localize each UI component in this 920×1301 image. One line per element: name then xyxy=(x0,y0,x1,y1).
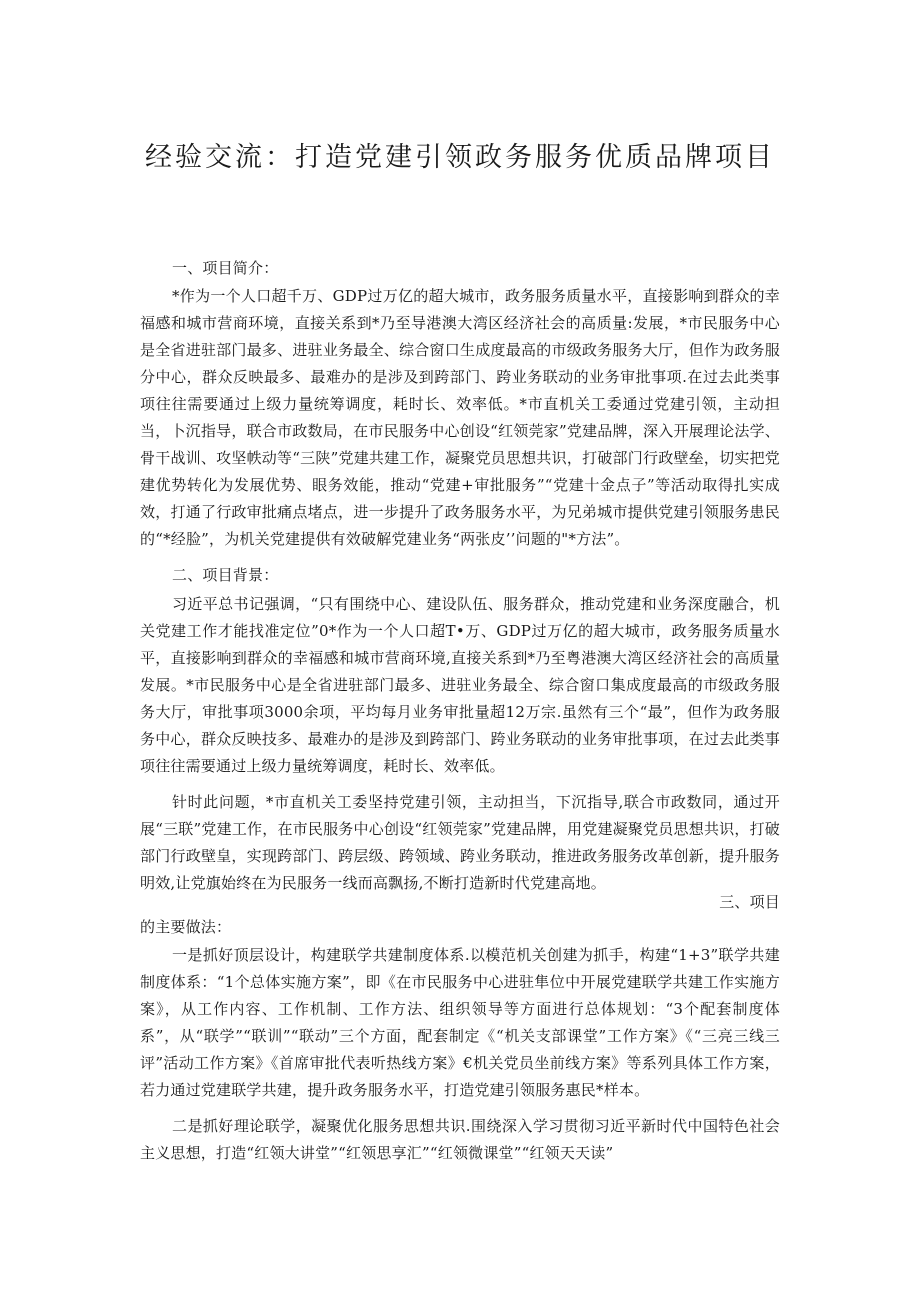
document-title: 经验交流：打造党建引领政务服务优质品牌项目 xyxy=(145,142,775,173)
section3-paragraph-1: 一是抓好顶层设计，构建联学共建制度体系.以模范机关创建为抓手，构建“1+3”联学共建制度体系：“1个总体实施方案”，即《在市民服务中心进驻隼位中开展党建联学共建工作实施方案》，从工作内容、工作机制、工作方法、组织领导等方面进行总体规划：“3个配套制度体系”，从“联学”“联训”“联动”三个方面，配套制定《“机关支部课堂”工作方案》《“三亮三线三评”活动工作方案》《首席审批代表听热线方案》€机关党员坐前线方案》等系列具体工作方案，若力通过党建联学共建，提升政务服务水平，打造党建引领服务惠民*样本。 xyxy=(140,946,780,1099)
section2-heading: 二、项目背景： xyxy=(172,566,279,584)
section3-heading-part-a: 三、项目 xyxy=(719,893,780,911)
section3-paragraph-2: 二是抓好理论联学，凝聚优化服务思想共识.围绕深入学习贯彻习近平新时代中国特色社会主义思想，打造“红领大讲堂”“红领思享汇”“红领微课堂”“红领天天读” xyxy=(140,1117,780,1162)
section1-heading: 一、项目简介： xyxy=(172,259,279,277)
section2-paragraph-1: 习近平总书记强调，“只有围绕中心、建设队伍、服务群众，推动党建和业务深度融合，机关党建工作才能找准定位”0*作为一个人口超T•万、GDP过万亿的超大城市，政务服务质量水平，直接影响到群众的幸福感和城市营商环境,直接关系到*乃至粤港澳大湾区经济社会的高质量发展。*市民服务中心是全省进驻部门最多、进驻业务最全、综合窗口集成度最高的市级政务服务大厅，审批事项3000余项，平均每月业务审批量超12万宗.虽然有三个“最”，但作为政务服务中心，群众反映技多、最难办的是涉及到跨部门、跨业务联动的业务审批事项，在过去此类事项往往需要通过上级力量统筹调度，耗时长、效率低。 xyxy=(140,595,780,775)
section1-paragraph-1: *作为一个人口超千万、GDP过万亿的超大城市，政务服务质量水平，直接影响到群众的幸福感和城市营商环境，直接关系到*乃至导港澳大湾区经济社会的高质量:发展，*市民服务中心是全省进驻部门最多、进驻业务最全、综合窗口生成度最高的市级政务服务大厅，但作为政务服分中心，群众反映最多、最难办的是涉及到跨部门、跨业务联动的业务审批事项.在过去此类事项往往需要通过上级力量统筹调度，耗时长、效率低。*市直机关工委通过党建引领，主动担当，卜沉指导，联合市政数局，在市民服务中心创设“红领莞家”党建品牌，深入开展理论法学、骨干战训、攻坚帙动等“三陕”党建共建工作，凝聚党员思想共识，打破部门行政壁垒，切实把党建优势转化为发展优势、眼务效能，推动“党建+审批服务”“党建十金点子”等活动取得扎实成效，打通了行政审批痛点堵点，进一步提升了政务服务水平，为兄弟城市提供党建引领服务患民的“*经脸”，为机关党建提供有效破解党建业务“两张皮’’问题的"*方法”。 xyxy=(140,287,780,548)
section2-paragraph-2-text: 针时此问题，*市直机关工委坚持党建引领，主动担当，下沉指导,联合市政数同，通过开展“三联”党建工作，在市民服务中心创设“红领莞家”党建品牌，用党建凝聚党员思想共识，打破部门行政壁皇，实现跨部门、跨层级、跨领域、跨业务联动，推进政务服务改革创新，提升服务明效,让党旗始终在为民服务一线而高飘扬,不断打造新时代党建高地。 xyxy=(140,793,780,892)
section2-paragraph-2 xyxy=(140,789,780,897)
section3-heading-part-b: 的主要做法： xyxy=(140,918,232,936)
